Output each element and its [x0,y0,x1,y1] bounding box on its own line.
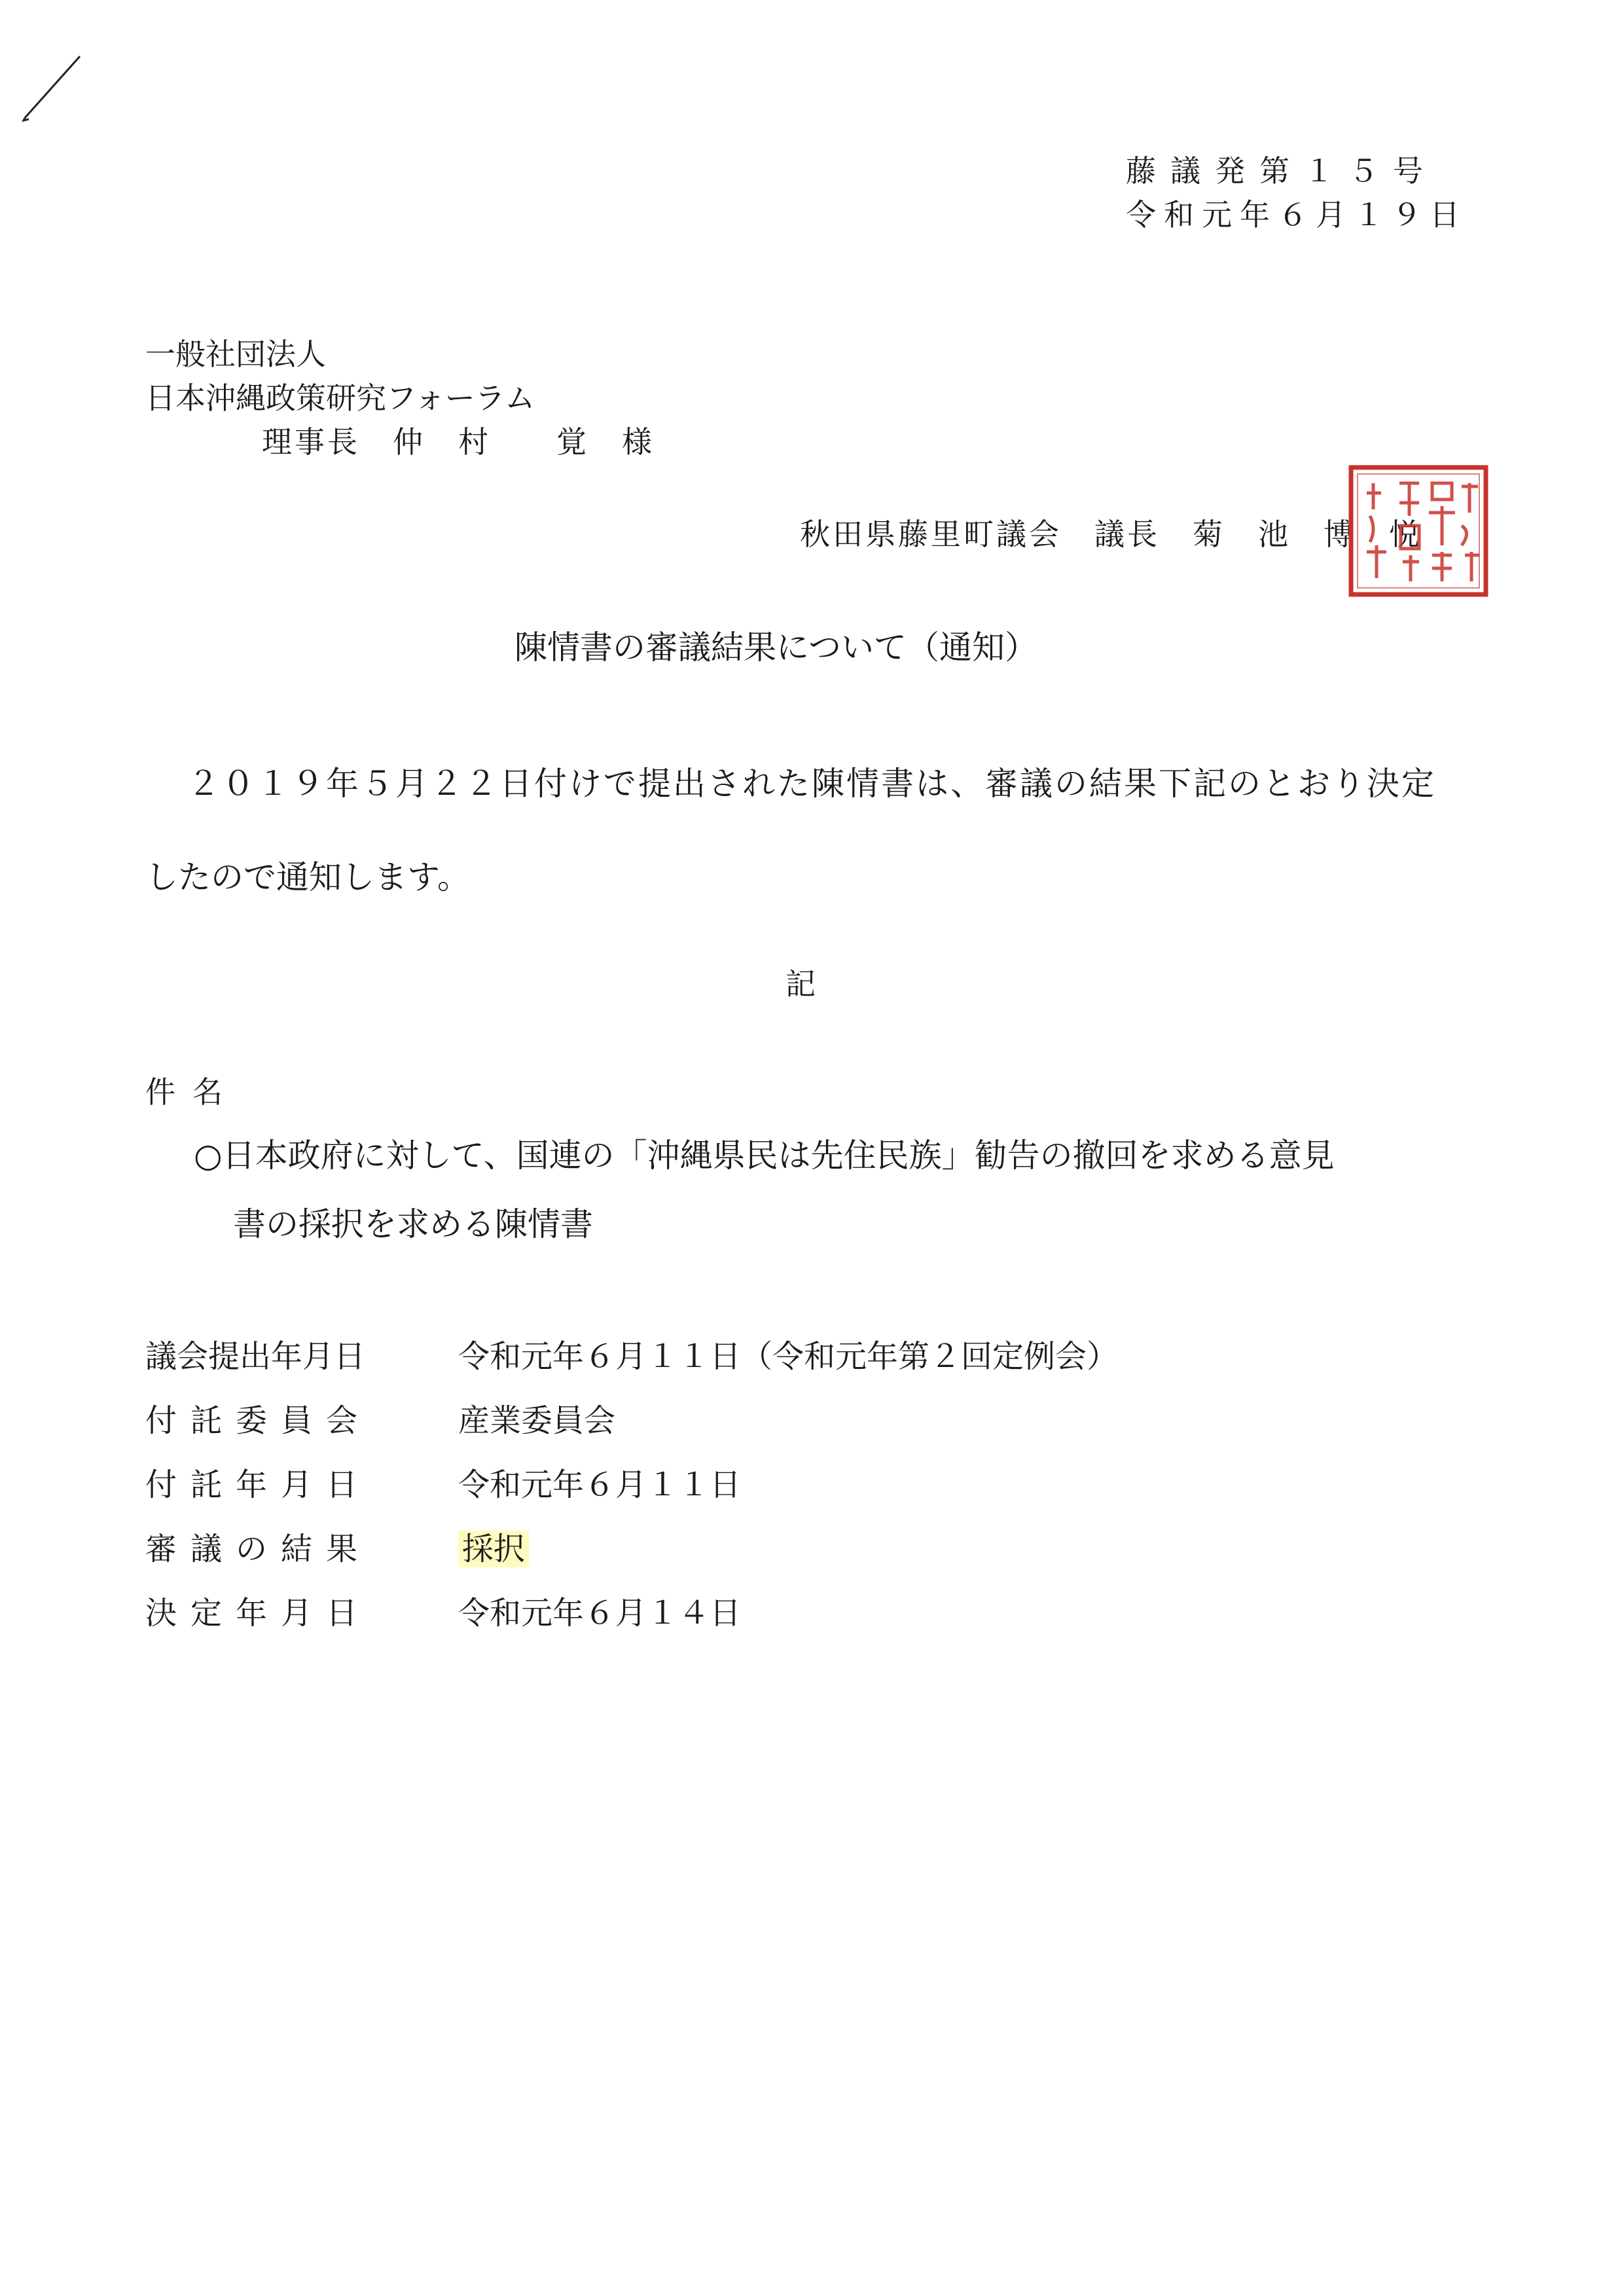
pen-stroke-mark [20,52,85,124]
addressee-person: 理事長 仲 村 覚 様 [262,424,655,460]
addressee-org-name: 日本沖縄政策研究フォーラム [145,380,535,416]
official-seal-stamp [1347,464,1490,598]
result-highlight: 採択 [458,1531,529,1567]
detail-label-committee: 付託委員会 [145,1402,372,1439]
detail-label-submission-date: 議会提出年月日 [145,1338,366,1375]
addressee-org-type: 一般社団法人 [145,337,326,372]
issue-date: 令和元年６月１９日 [1126,197,1468,232]
document-number: 藤議発第１５号 [1126,153,1437,189]
detail-value-submission-date: 令和元年６月１１日（令和元年第２回定例会） [458,1338,1119,1375]
body-text-line-1: ２０１９年５月２２日付けで提出された陳情書は、審議の結果下記のとおり決定 [187,765,1436,803]
detail-value-result [458,1533,529,1565]
document-title: 陳情書の審議結果について（通知） [514,629,1037,666]
sender-line: 秋田県藤里町議会 議長 菊 池 博 悦 [800,517,1422,552]
subject-line-2: 書の採択を求める陳情書 [233,1205,593,1243]
body-text-line-2: したので通知します。 [145,858,470,896]
ki-marker: 記 [785,966,816,1002]
detail-value-committee: 産業委員会 [458,1402,616,1439]
detail-label-result: 審議の結果 [145,1531,372,1567]
detail-value-referral-date: 令和元年６月１１日 [458,1467,742,1503]
subject-line-1: ○日本政府に対して、国連の「沖縄県民は先住民族」勧告の撤回を求める意見 [194,1137,1335,1175]
detail-label-decision-date: 決定年月日 [145,1595,372,1631]
detail-label-referral-date: 付託年月日 [145,1467,372,1503]
subject-label: 件名 [145,1074,240,1110]
detail-value-decision-date: 令和元年６月１４日 [458,1595,742,1631]
